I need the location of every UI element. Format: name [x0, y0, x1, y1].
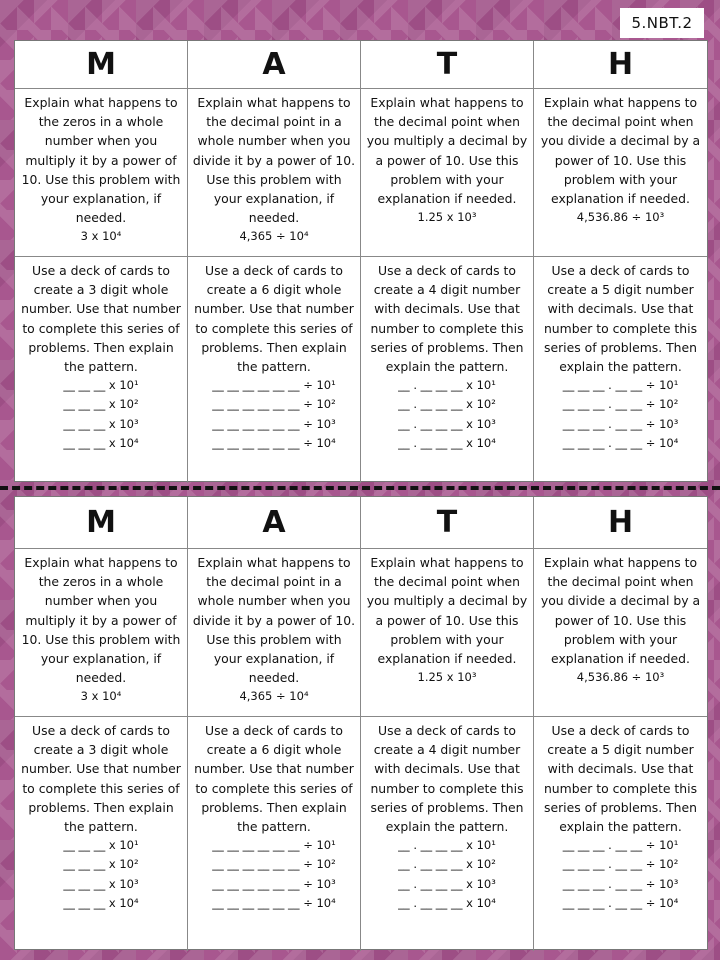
letter-m: M [15, 497, 188, 549]
letter-a: A [188, 497, 361, 549]
problem-series [191, 376, 357, 453]
series-line: __ __ __ __ __ __ ÷ 10² [212, 857, 336, 872]
series-line: __ __ __ x 10¹ [63, 378, 139, 393]
series-line: __ __ __ . __ __ ÷ 10² [562, 397, 679, 412]
explain-prompt: Explain what happens to the decimal point when you multiply a decimal by a power of 10. Use this problem with your explanation if needed. [366, 555, 528, 667]
problem-series [191, 836, 357, 913]
series-line: __ __ __ x 10³ [63, 416, 139, 431]
series-line: __ __ __ x 10⁴ [63, 435, 139, 450]
series-line: __ . __ __ __ x 10² [398, 857, 496, 872]
series-line: __ __ __ . __ __ ÷ 10¹ [562, 378, 679, 393]
explain-problem: 4,365 ÷ 10⁴ [239, 689, 309, 704]
series-line: __ __ __ __ __ __ ÷ 10⁴ [212, 895, 336, 910]
cards-prompt: Use a deck of cards to create a 4 digit number with decimals. Use that number to complete this series of problems. Then explain the pattern. [370, 263, 524, 375]
letter-t: T [361, 41, 534, 89]
series-line: __ __ __ . __ __ ÷ 10² [562, 857, 679, 872]
explain-task-m [15, 549, 188, 717]
series-line: __ __ __ . __ __ ÷ 10³ [562, 416, 679, 431]
series-line: __ __ __ x 10³ [63, 876, 139, 891]
series-line: __ __ __ __ __ __ ÷ 10¹ [212, 378, 336, 393]
series-line: __ __ __ . __ __ ÷ 10¹ [562, 838, 679, 853]
series-line: __ __ __ x 10² [63, 857, 139, 872]
explain-task-h [534, 89, 707, 257]
cards-prompt: Use a deck of cards to create a 5 digit number with decimals. Use that number to complete this series of problems. Then explain the pattern. [543, 723, 698, 835]
explain-prompt: Explain what happens to the decimal point in a whole number when you divide it by a power of 10. Use this problem with your explanation, if needed. [192, 555, 356, 686]
task-card-bottom [14, 496, 708, 950]
explain-task-h [534, 549, 707, 717]
problem-series [364, 836, 530, 913]
explain-prompt: Explain what happens to the decimal point in a whole number when you divide it by a power of 10. Use this problem with your explanation, if needed. [192, 95, 356, 226]
cards-task-h [534, 717, 707, 951]
cards-task-m [15, 257, 188, 483]
cards-task-t [361, 257, 534, 483]
series-line: __ __ __ x 10⁴ [63, 895, 139, 910]
letter-h: H [534, 41, 707, 89]
cards-prompt: Use a deck of cards to create a 3 digit whole number. Use that number to complete this series of problems. Then explain the pattern. [21, 263, 181, 375]
explain-task-a [188, 549, 361, 717]
cards-task-a [188, 717, 361, 951]
cards-prompt: Use a deck of cards to create a 3 digit whole number. Use that number to complete this series of problems. Then explain the pattern. [21, 723, 181, 835]
series-line: __ . __ __ __ x 10⁴ [398, 895, 496, 910]
explain-problem: 4,536.86 ÷ 10³ [576, 210, 665, 225]
series-line: __ __ __ __ __ __ ÷ 10¹ [212, 838, 336, 853]
letter-h: H [534, 497, 707, 549]
explain-prompt: Explain what happens to the zeros in a whole number when you multiply it by a power of 10. Use this problem with your explanation, if needed. [21, 95, 181, 226]
letter-t: T [361, 497, 534, 549]
cards-prompt: Use a deck of cards to create a 4 digit number with decimals. Use that number to complete this series of problems. Then explain the pattern. [370, 723, 524, 835]
series-line: __ . __ __ __ x 10² [398, 397, 496, 412]
explain-problem: 4,365 ÷ 10⁴ [239, 229, 309, 244]
series-line: __ . __ __ __ x 10¹ [398, 378, 496, 393]
letter-a: A [188, 41, 361, 89]
problem-series [18, 376, 184, 453]
explain-prompt: Explain what happens to the decimal point when you multiply a decimal by a power of 10. Use this problem with your explanation if needed. [366, 95, 528, 207]
cards-task-a [188, 257, 361, 483]
cards-prompt: Use a deck of cards to create a 6 digit whole number. Use that number to complete this series of problems. Then explain the pattern. [194, 263, 354, 375]
explain-task-m [15, 89, 188, 257]
explain-task-t [361, 89, 534, 257]
series-line: __ __ __ x 10² [63, 397, 139, 412]
series-line: __ . __ __ __ x 10³ [398, 416, 496, 431]
problem-series [537, 836, 704, 913]
explain-problem: 1.25 x 10³ [417, 670, 477, 685]
explain-problem: 3 x 10⁴ [80, 229, 122, 244]
cards-task-h [534, 257, 707, 483]
cards-task-m [15, 717, 188, 951]
letter-m: M [15, 41, 188, 89]
explain-prompt: Explain what happens to the decimal point when you divide a decimal by a power of 10. Use this problem with your explanation if needed. [540, 555, 701, 667]
explain-task-t [361, 549, 534, 717]
explain-prompt: Explain what happens to the zeros in a whole number when you multiply it by a power of 10. Use this problem with your explanation, if needed. [21, 555, 181, 686]
task-card-top [14, 40, 708, 482]
series-line: __ . __ __ __ x 10⁴ [398, 435, 496, 450]
explain-task-a [188, 89, 361, 257]
cut-line [0, 486, 720, 490]
cards-prompt: Use a deck of cards to create a 6 digit whole number. Use that number to complete this series of problems. Then explain the pattern. [194, 723, 354, 835]
series-line: __ . __ __ __ x 10¹ [398, 838, 496, 853]
series-line: __ __ __ __ __ __ ÷ 10³ [212, 416, 336, 431]
series-line: __ __ __ __ __ __ ÷ 10⁴ [212, 435, 336, 450]
explain-problem: 4,536.86 ÷ 10³ [576, 670, 665, 685]
standard-label: 5.NBT.2 [620, 8, 704, 38]
explain-problem: 1.25 x 10³ [417, 210, 477, 225]
problem-series [364, 376, 530, 453]
series-line: __ __ __ __ __ __ ÷ 10³ [212, 876, 336, 891]
cards-task-t [361, 717, 534, 951]
series-line: __ __ __ . __ __ ÷ 10⁴ [562, 435, 679, 450]
series-line: __ __ __ . __ __ ÷ 10⁴ [562, 895, 679, 910]
cards-prompt: Use a deck of cards to create a 5 digit number with decimals. Use that number to complete this series of problems. Then explain the pattern. [543, 263, 698, 375]
problem-series [18, 836, 184, 913]
problem-series [537, 376, 704, 453]
series-line: __ . __ __ __ x 10³ [398, 876, 496, 891]
series-line: __ __ __ x 10¹ [63, 838, 139, 853]
series-line: __ __ __ . __ __ ÷ 10³ [562, 876, 679, 891]
series-line: __ __ __ __ __ __ ÷ 10² [212, 397, 336, 412]
explain-problem: 3 x 10⁴ [80, 689, 122, 704]
explain-prompt: Explain what happens to the decimal point when you divide a decimal by a power of 10. Use this problem with your explanation if needed. [540, 95, 701, 207]
